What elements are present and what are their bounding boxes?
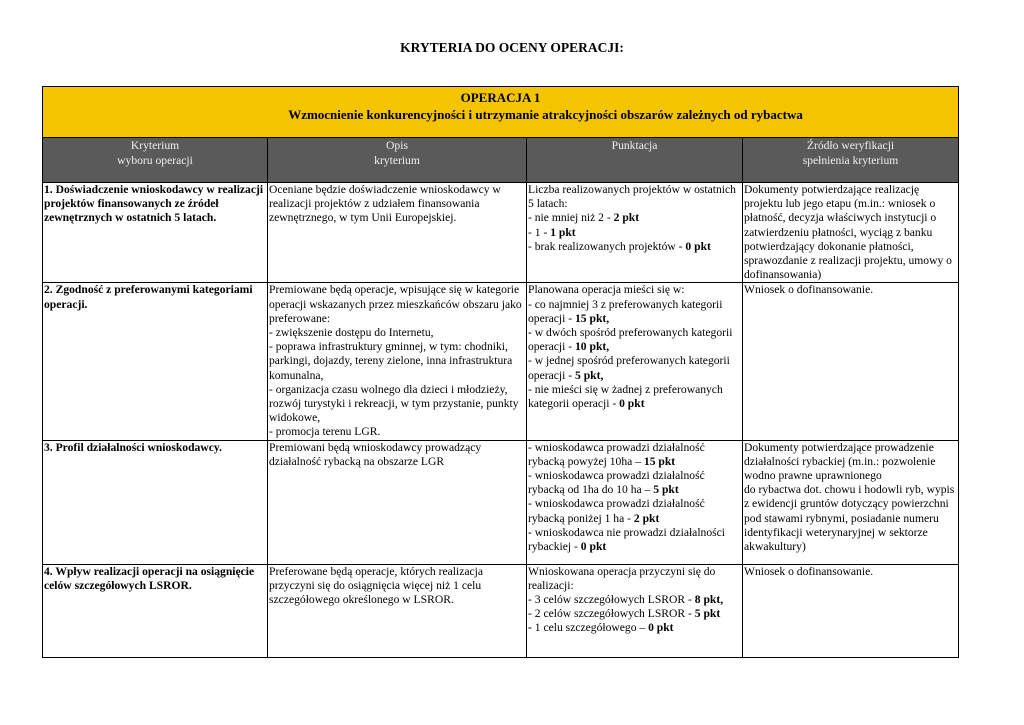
scoring-option: - nie mieści się w żadnej z preferowanych kategorii operacji - 0 pkt	[528, 382, 723, 411]
table-header	[43, 138, 959, 183]
header-scoring: Punktacja	[527, 138, 743, 183]
scoring-intro: Liczba realizowanych projektów w ostatnich 5 latach:	[528, 183, 736, 211]
source-cell: Dokumenty potwierdzające realizację projektu lub jego etapu (m.in.: wniosek o płatność, decyzja właściwych instytucji o zatwierdzeniu płatności, wyciąg z banku potwierdzający dokonanie płatności, sprawozdanie z realizacji projektu, umowy o dofinansowania)	[743, 183, 959, 283]
description-cell: Preferowane będą operacje, których realizacja przyczyni się do osiągnięcia więcej niż 1 celu szczegółowego określonego w LSROR.	[268, 564, 527, 657]
criteria-table	[42, 86, 959, 658]
scoring-cell	[527, 283, 743, 440]
scoring-cell	[527, 183, 743, 283]
criterion-cell: 2. Zgodność z preferowanymi kategoriami operacji.	[43, 283, 268, 440]
scoring-option: - wnioskodawca nie prowadzi działalności rybackiej - 0 pkt	[528, 525, 726, 554]
scoring-intro: Wnioskowana operacja przyczyni się do realizacji:	[528, 564, 716, 592]
scoring-option: - wnioskodawca prowadzi działalność rybacką poniżej 1 ha - 2 pkt	[528, 497, 705, 525]
source-text: Dokumenty potwierdzające prowadzenie działalności rybackiej (m.in.: pozwolenie wodno prawne uprawnionego	[744, 440, 936, 483]
description-item: - organizacja czasu wolnego dla dzieci i młodzieży, rozwój turystyki i rekreacji, w tym przystanie, punkty widokowe,	[269, 382, 519, 425]
description-item: - zwiększenie dostępu do Internetu,	[269, 326, 434, 340]
source-text: do rybactwa dot. chowu i hodowli ryb, wypis z ewidencji gruntów dotyczący powierzchni pod stawami rybnymi, posiadanie numeru identyfikacji weterynaryjnej w sektorze akwakultury)	[744, 483, 955, 554]
scoring-option: - co najmniej 3 z preferowanych kategorii operacji - 15 pkt,	[528, 297, 723, 325]
scoring-intro: Planowana operacja mieści się w:	[528, 283, 685, 297]
operation-banner	[43, 87, 959, 138]
table-row	[43, 183, 959, 283]
header-source-l2: spełnienia kryterium	[802, 154, 899, 167]
source-cell: Wniosek o dofinansowanie.	[743, 564, 959, 657]
scoring-cell	[527, 564, 743, 657]
table-row	[43, 440, 959, 564]
header-criterion	[43, 138, 268, 183]
scoring-option: - 1 celu szczegółowego – 0 pkt	[528, 621, 674, 635]
header-criterion-l2: wyboru operacji	[117, 154, 193, 167]
table-row	[43, 564, 959, 657]
scoring-option: - wnioskodawca prowadzi działalność rybacką od 1ha do 10 ha – 5 pkt	[528, 469, 705, 497]
criterion-cell: 4. Wpływ realizacji operacji na osiągnięcie celów szczegółowych LSROR.	[43, 564, 268, 657]
description-cell: Oceniane będzie doświadczenie wnioskodawcy w realizacji projektów z udziałem finansowania zewnętrznego, w tym Unii Europejskiej.	[268, 183, 527, 283]
table-row	[43, 283, 959, 440]
operation-name: Wzmocnienie konkurencyjności i utrzymanie atrakcyjności obszarów zależnych od rybactwa	[288, 107, 803, 122]
header-description-l2: kryterium	[374, 154, 420, 167]
page-title: KRYTERIA DO OCENY OPERACJI:	[400, 40, 624, 55]
description-intro: Premiowane będą operacje, wpisujące się w kategorie operacji wskazanych przez mieszkańców obszaru jako preferowane:	[269, 283, 522, 325]
description-item: - promocja terenu LGR.	[269, 425, 381, 439]
header-description-l1: Opis	[386, 139, 408, 152]
scoring-option: - 1 - 1 pkt	[528, 225, 576, 239]
description-cell: Premiowani będą wnioskodawcy prowadzący działalność rybacką na obszarze LGR	[268, 440, 527, 564]
description-item: - poprawa infrastruktury gminnej, w tym: chodniki, parkingi, dojazdy, tereny zielone, inna infrastruktura komunalna,	[269, 340, 513, 382]
description-cell	[268, 283, 527, 440]
criterion-cell: 1. Doświadczenie wnioskodawcy w realizacji projektów finansowanych ze źródeł zewnętrznych w ostatnich 5 latach.	[43, 183, 268, 283]
scoring-option: - w dwóch spośród preferowanych kategorii operacji - 10 pkt,	[528, 326, 733, 354]
header-source	[743, 138, 959, 183]
header-description	[268, 138, 527, 183]
scoring-option: - w jednej spośród preferowanych kategorii operacji - 5 pkt,	[528, 354, 730, 382]
operation-label: OPERACJA 1	[460, 90, 541, 105]
scoring-option: - brak realizowanych projektów - 0 pkt	[528, 239, 711, 253]
scoring-option: - 3 celów szczegółowych LSROR - 8 pkt,	[528, 593, 724, 607]
scoring-option: - nie mniej niż 2 - 2 pkt	[528, 211, 640, 225]
source-cell	[743, 440, 959, 564]
scoring-option: - 2 celów szczegółowych LSROR - 5 pkt	[528, 607, 721, 621]
header-source-l1: Źródło weryfikacji	[806, 139, 895, 152]
source-cell: Wniosek o dofinansowanie.	[743, 283, 959, 440]
criterion-cell: 3. Profil działalności wnioskodawcy.	[43, 440, 268, 564]
scoring-cell	[527, 440, 743, 564]
header-criterion-l1: Kryterium	[130, 139, 180, 152]
scoring-option: - wnioskodawca prowadzi działalność rybacką powyżej 10ha – 15 pkt	[528, 440, 705, 468]
